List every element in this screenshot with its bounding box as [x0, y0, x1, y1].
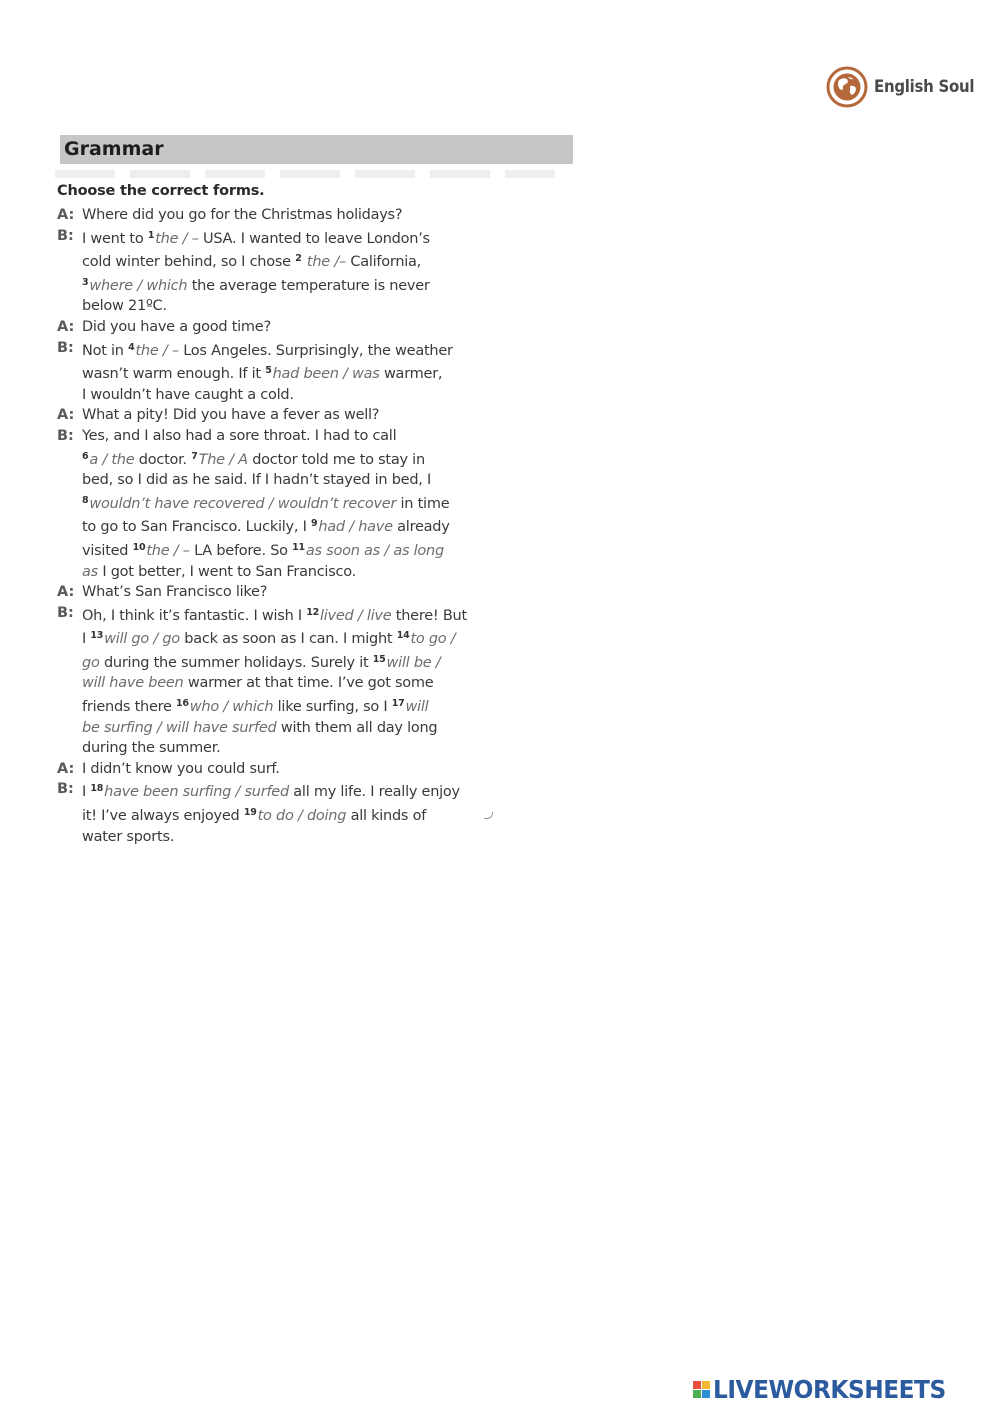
dialogue — [57, 205, 497, 847]
speaker-label: B: — [57, 781, 74, 798]
answer-options[interactable]: lived / live — [320, 607, 396, 624]
text-segment: USA. I wanted to leave London’s — [202, 230, 430, 247]
turn-text — [82, 582, 267, 603]
text-segment: cold winter behind, so I chose — [82, 254, 296, 271]
text-line — [82, 562, 450, 583]
text-line — [82, 827, 460, 848]
text-segment: all my life. I really enjoy — [293, 784, 460, 801]
text-line — [82, 296, 430, 317]
text-segment: I — [82, 631, 91, 648]
liveworksheets-footer — [693, 1375, 963, 1404]
answer-options[interactable]: be surfing / will have surfed — [82, 719, 281, 736]
text-segment: during the summer. — [82, 740, 221, 757]
text-segment: to go to San Francisco. Luckily, I — [82, 519, 311, 536]
text-segment: Los Angeles. Surprisingly, the weather — [183, 342, 453, 359]
text-line — [82, 759, 280, 780]
answer-options[interactable]: the / – — [146, 542, 195, 559]
speaker-label: A: — [57, 318, 75, 335]
answer-options[interactable]: as — [82, 563, 103, 580]
text-segment: What a pity! Did you have a fever as well? — [82, 407, 380, 424]
text-line — [82, 803, 460, 827]
text-segment: Where did you go for the Christmas holidays? — [82, 207, 403, 223]
turn-text — [82, 603, 467, 759]
turn-text — [82, 317, 271, 338]
answer-options[interactable]: will have been — [82, 675, 188, 692]
speaker-label: B: — [57, 427, 74, 444]
logo-text: English Soul — [874, 77, 975, 97]
speaker-label: A: — [57, 207, 75, 223]
answer-options[interactable]: the / – — [135, 342, 184, 359]
text-segment: I went to — [82, 230, 148, 247]
answer-options[interactable]: a / the — [89, 451, 139, 468]
gap-number: 1 — [147, 229, 155, 241]
section-title: Grammar — [64, 138, 164, 160]
gap-number: 18 — [90, 783, 104, 795]
text-line — [82, 426, 450, 447]
text-segment: doctor told me to stay in — [252, 451, 425, 468]
text-segment: I got better, I went to San Francisco. — [102, 563, 356, 580]
text-line — [82, 470, 450, 491]
text-segment: LA before. So — [194, 542, 293, 559]
text-line — [82, 317, 271, 338]
globe-icon — [826, 66, 868, 108]
text-line — [82, 603, 467, 627]
text-line — [82, 226, 430, 250]
text-segment: warmer at that time. I’ve got some — [187, 675, 434, 692]
text-line — [82, 385, 453, 406]
text-segment: during the summer holidays. Surely it — [103, 654, 373, 671]
answer-options[interactable]: go — [82, 654, 104, 671]
dialogue-turn — [57, 759, 497, 780]
text-segment: already — [397, 519, 450, 536]
answer-options[interactable]: had been / was — [272, 366, 384, 383]
text-segment: in time — [400, 495, 450, 512]
english-soul-logo — [826, 66, 988, 108]
gap-number: 17 — [391, 698, 405, 710]
text-line — [82, 447, 450, 471]
gap-number: 7 — [191, 450, 198, 462]
text-line — [82, 538, 450, 562]
gap-number: 10 — [132, 541, 146, 553]
dialogue-turn — [57, 338, 497, 406]
text-line — [82, 249, 430, 273]
gap-number: 9 — [310, 518, 318, 530]
answer-options[interactable]: the / – — [155, 230, 203, 247]
dialogue-turn — [57, 405, 497, 426]
text-segment: visited — [82, 542, 133, 559]
dialogue-turn — [57, 603, 497, 759]
dialogue-turn — [57, 317, 497, 338]
text-line — [82, 338, 453, 362]
dialogue-turn — [57, 226, 497, 317]
turn-text — [82, 338, 453, 406]
gap-number: 15 — [372, 653, 386, 665]
text-segment: friends there — [82, 699, 177, 716]
turn-text — [82, 226, 430, 317]
gap-number: 2 — [295, 253, 302, 265]
text-segment: wasn’t warm enough. If it — [82, 366, 266, 383]
turn-text — [82, 205, 402, 226]
gap-number: 13 — [90, 630, 104, 642]
exercise-instruction: Choose the correct forms. — [57, 183, 265, 199]
turn-text — [82, 779, 460, 847]
speaker-label: A: — [57, 407, 75, 424]
turn-text — [82, 426, 450, 582]
answer-options[interactable]: The / A — [198, 451, 253, 468]
text-segment: warmer, — [383, 366, 443, 383]
dialogue-turn — [57, 426, 497, 582]
text-segment: Did you have a good time? — [82, 318, 271, 335]
text-segment: California, — [350, 254, 422, 271]
answer-options[interactable]: have been surfing / surfed — [104, 784, 294, 801]
gap-number: 11 — [292, 541, 305, 553]
text-line — [82, 361, 453, 385]
answer-options[interactable]: wouldn’t have recovered / wouldn’t recover — [89, 495, 401, 512]
text-line — [82, 273, 430, 297]
text-segment: Yes, and I also had a sore throat. I had to call — [82, 427, 397, 444]
gap-number: 6 — [82, 450, 89, 462]
answer-options[interactable]: who / which — [189, 699, 278, 716]
text-line — [82, 514, 450, 538]
exercise-block — [57, 183, 497, 847]
answer-options[interactable]: will go / go — [104, 631, 185, 648]
dialogue-turn — [57, 205, 497, 226]
answer-options[interactable]: as soon as / as long — [305, 542, 444, 559]
gap-number: 19 — [243, 807, 257, 819]
turn-text — [82, 405, 379, 426]
text-segment: bed, so I did as he said. If I hadn’t stayed in bed, I — [82, 472, 432, 489]
text-segment: I wouldn’t have caught a cold. — [82, 386, 294, 403]
text-line — [82, 582, 267, 603]
text-segment: the average temperature is never — [191, 277, 430, 294]
answer-options[interactable]: will — [405, 699, 429, 716]
text-line — [82, 405, 379, 426]
gap-number: 14 — [396, 630, 410, 642]
dialogue-turn — [57, 779, 497, 847]
gap-number: 12 — [306, 606, 319, 618]
speaker-label: B: — [57, 604, 74, 621]
text-segment: doctor. — [138, 451, 192, 468]
text-line — [82, 694, 467, 718]
text-line — [82, 673, 467, 694]
text-line — [82, 205, 402, 226]
section-header-band — [60, 135, 573, 164]
text-segment: water sports. — [82, 828, 175, 845]
speaker-label: A: — [57, 584, 75, 601]
text-segment: back as soon as I can. I might — [184, 631, 397, 648]
text-line — [82, 738, 467, 759]
gap-number: 4 — [128, 341, 135, 353]
text-segment: Oh, I think it’s fantastic. I wish I — [82, 607, 307, 624]
liveworksheets-icon — [693, 1381, 710, 1398]
speaker-label: B: — [57, 227, 74, 244]
text-line — [82, 650, 467, 674]
text-segment: it! I’ve always enjoyed — [82, 808, 244, 825]
dialogue-turn — [57, 582, 497, 603]
text-segment: like surfing, so I — [277, 699, 392, 716]
answer-options[interactable]: had / have — [318, 519, 398, 536]
gap-number: 8 — [82, 494, 89, 506]
answer-options[interactable]: will be / — [386, 654, 441, 671]
text-line — [82, 718, 467, 739]
answer-options[interactable]: the /– — [302, 254, 351, 271]
text-segment: below 21ºC. — [82, 298, 167, 315]
answer-options[interactable]: to do / doing — [257, 808, 351, 825]
gap-number: 16 — [176, 698, 189, 710]
turn-text — [82, 759, 280, 780]
gap-number: 3 — [82, 276, 89, 288]
text-segment: with them all day long — [280, 719, 438, 736]
answer-options[interactable]: where / which — [89, 277, 192, 294]
liveworksheets-brand: LIVEWORKSHEETS — [713, 1375, 946, 1404]
text-segment: I didn’t know you could surf. — [82, 760, 280, 777]
text-segment: What’s San Francisco like? — [82, 584, 268, 601]
gap-number: 5 — [265, 365, 272, 377]
speaker-label: B: — [57, 339, 74, 356]
text-segment: I — [82, 784, 91, 801]
text-segment: there! But — [395, 607, 467, 624]
text-line — [82, 779, 460, 803]
text-line — [82, 491, 450, 515]
text-segment: all kinds of — [350, 808, 427, 825]
scan-artifact — [55, 170, 555, 178]
text-line — [82, 626, 467, 650]
text-segment: Not in — [82, 342, 129, 359]
speaker-label: A: — [57, 760, 75, 777]
answer-options[interactable]: to go / — [410, 631, 456, 648]
